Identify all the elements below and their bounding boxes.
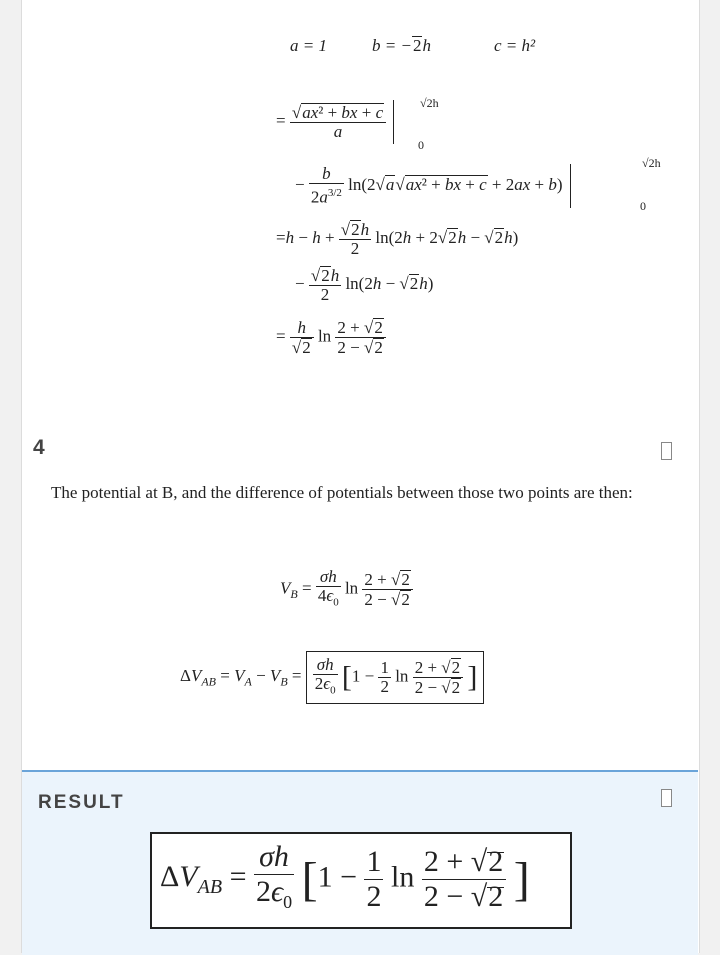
upper-limit-2: √2h (642, 156, 661, 170)
equation-line-1: = $\frac{\text{√ax² + bx + c}}{a}$ (276, 100, 394, 144)
coefficient-b: b = −2h (372, 36, 431, 55)
step-number: 4 (33, 436, 45, 459)
equation-line-5: = $\frac{h}{√2}$ ln $\frac{2 + √2}{2 - √2}$ (276, 318, 386, 357)
upper-limit: √2h (420, 96, 439, 110)
bookmark-icon-result[interactable] (661, 789, 672, 807)
equation-line-4: − $\frac{√2h}{2}$ ln(2h − √2h) (295, 266, 434, 304)
lower-limit-2: 0 (640, 199, 646, 213)
coefficient-a: a = 1 (290, 36, 327, 55)
result-equation: $\Delta V_{AB}$ = $\frac{\sigma h}{2\epsilon_0}$ [1 − $\frac{1}{2}$ ln $\frac{2 + √2}{2 - √2}$ ] (160, 840, 530, 919)
result-label: RESULT (38, 792, 125, 813)
equation-line-3: =h − h + $\frac{√2h}{2}$ ln(2h + 2√2h − √2h) (276, 220, 519, 258)
step-text: The potential at B, and the difference of potentials between those two points are then: (51, 483, 633, 502)
lower-limit: 0 (418, 138, 424, 152)
equation-delta-v: $\Delta V_{AB} = V_A - V_B$ = $\frac{\sigma h}{2\epsilon_0}$ [1 − $\frac{1}{2}$ ln $\frac{2 + √2}{2 - √2}$ ] (180, 651, 484, 704)
coefficient-c: c = h² (494, 36, 536, 55)
equation-line-2: − $\frac{b}{2a^{3/2}}$ ln(2√a√ax² + bx + c + 2ax + b) (295, 164, 571, 208)
equation-vb: $V_B$ = $\frac{\sigma h}{4\epsilon_0}$ ln $\frac{2 + √2}{2 - √2}$ (280, 568, 413, 611)
bookmark-icon[interactable] (661, 442, 672, 460)
